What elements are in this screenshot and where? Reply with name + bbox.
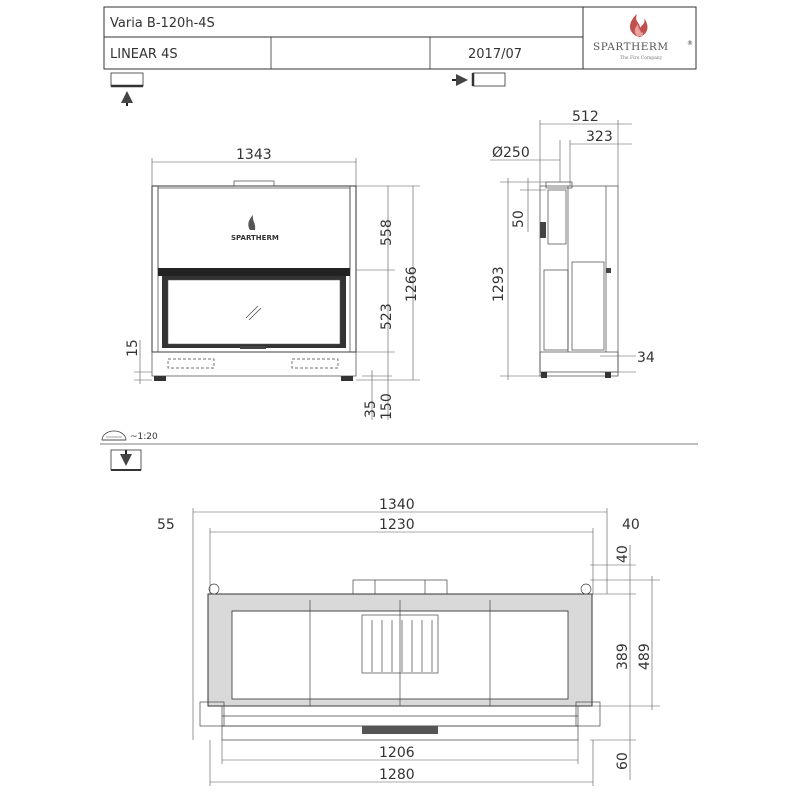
side-view bbox=[540, 182, 618, 378]
dim-front-door: 523 bbox=[379, 303, 395, 330]
logo-flame-icon bbox=[248, 215, 255, 230]
brand-tagline: The Fire Company bbox=[620, 56, 663, 61]
dim-front-base: 150 bbox=[379, 393, 395, 420]
view-indicator-side bbox=[452, 73, 505, 86]
dim-front-feet: 35 bbox=[363, 400, 379, 418]
dim-plan-depth-inner: 389 bbox=[615, 643, 631, 670]
dim-plan-frame-width: 1280 bbox=[379, 767, 415, 783]
side-dimensions bbox=[490, 109, 655, 380]
dim-side-collar: 50 bbox=[511, 210, 527, 228]
front-view bbox=[152, 181, 356, 381]
dim-front-bottom: 15 bbox=[125, 339, 141, 357]
dim-plan-left-margin: 55 bbox=[157, 517, 175, 533]
dim-plan-right-margin: 40 bbox=[622, 517, 640, 533]
dim-plan-glass-width: 1206 bbox=[379, 745, 415, 761]
dim-side-flue-offset: 323 bbox=[586, 129, 613, 145]
title-block bbox=[104, 7, 696, 69]
brand-name: SPARTHERM bbox=[593, 41, 669, 53]
dim-side-foot: 34 bbox=[637, 350, 655, 366]
dim-plan-overall-width: 1340 bbox=[379, 497, 415, 513]
brand-registered-mark: ® bbox=[687, 40, 693, 47]
drawing-date: 2017/07 bbox=[468, 47, 523, 62]
dim-plan-front-depth: 60 bbox=[615, 752, 631, 770]
view-indicator-front bbox=[111, 73, 143, 106]
series-name: LINEAR 4S bbox=[110, 47, 178, 62]
dim-front-total-height: 1266 bbox=[404, 266, 420, 302]
dim-front-width: 1343 bbox=[236, 147, 272, 163]
dim-plan-top-offset: 40 bbox=[615, 545, 631, 563]
dim-side-height: 1293 bbox=[491, 266, 507, 302]
dim-side-flue-diameter: Ø250 bbox=[492, 145, 530, 161]
plan-view bbox=[200, 580, 600, 740]
front-logo-text: SPARTHERM bbox=[231, 234, 279, 242]
view-indicator-plan bbox=[111, 450, 141, 470]
dim-side-depth: 512 bbox=[572, 109, 599, 125]
scale-icon bbox=[102, 431, 126, 440]
dim-front-upper: 558 bbox=[379, 219, 395, 246]
scale-label: ~1:20 bbox=[130, 432, 158, 442]
scale-indicator bbox=[102, 431, 158, 442]
dim-plan-inner-width: 1230 bbox=[379, 517, 415, 533]
model-name: Varia B-120h-4S bbox=[110, 16, 215, 31]
dim-plan-depth-outer: 489 bbox=[637, 643, 653, 670]
brand-logo bbox=[593, 14, 693, 61]
